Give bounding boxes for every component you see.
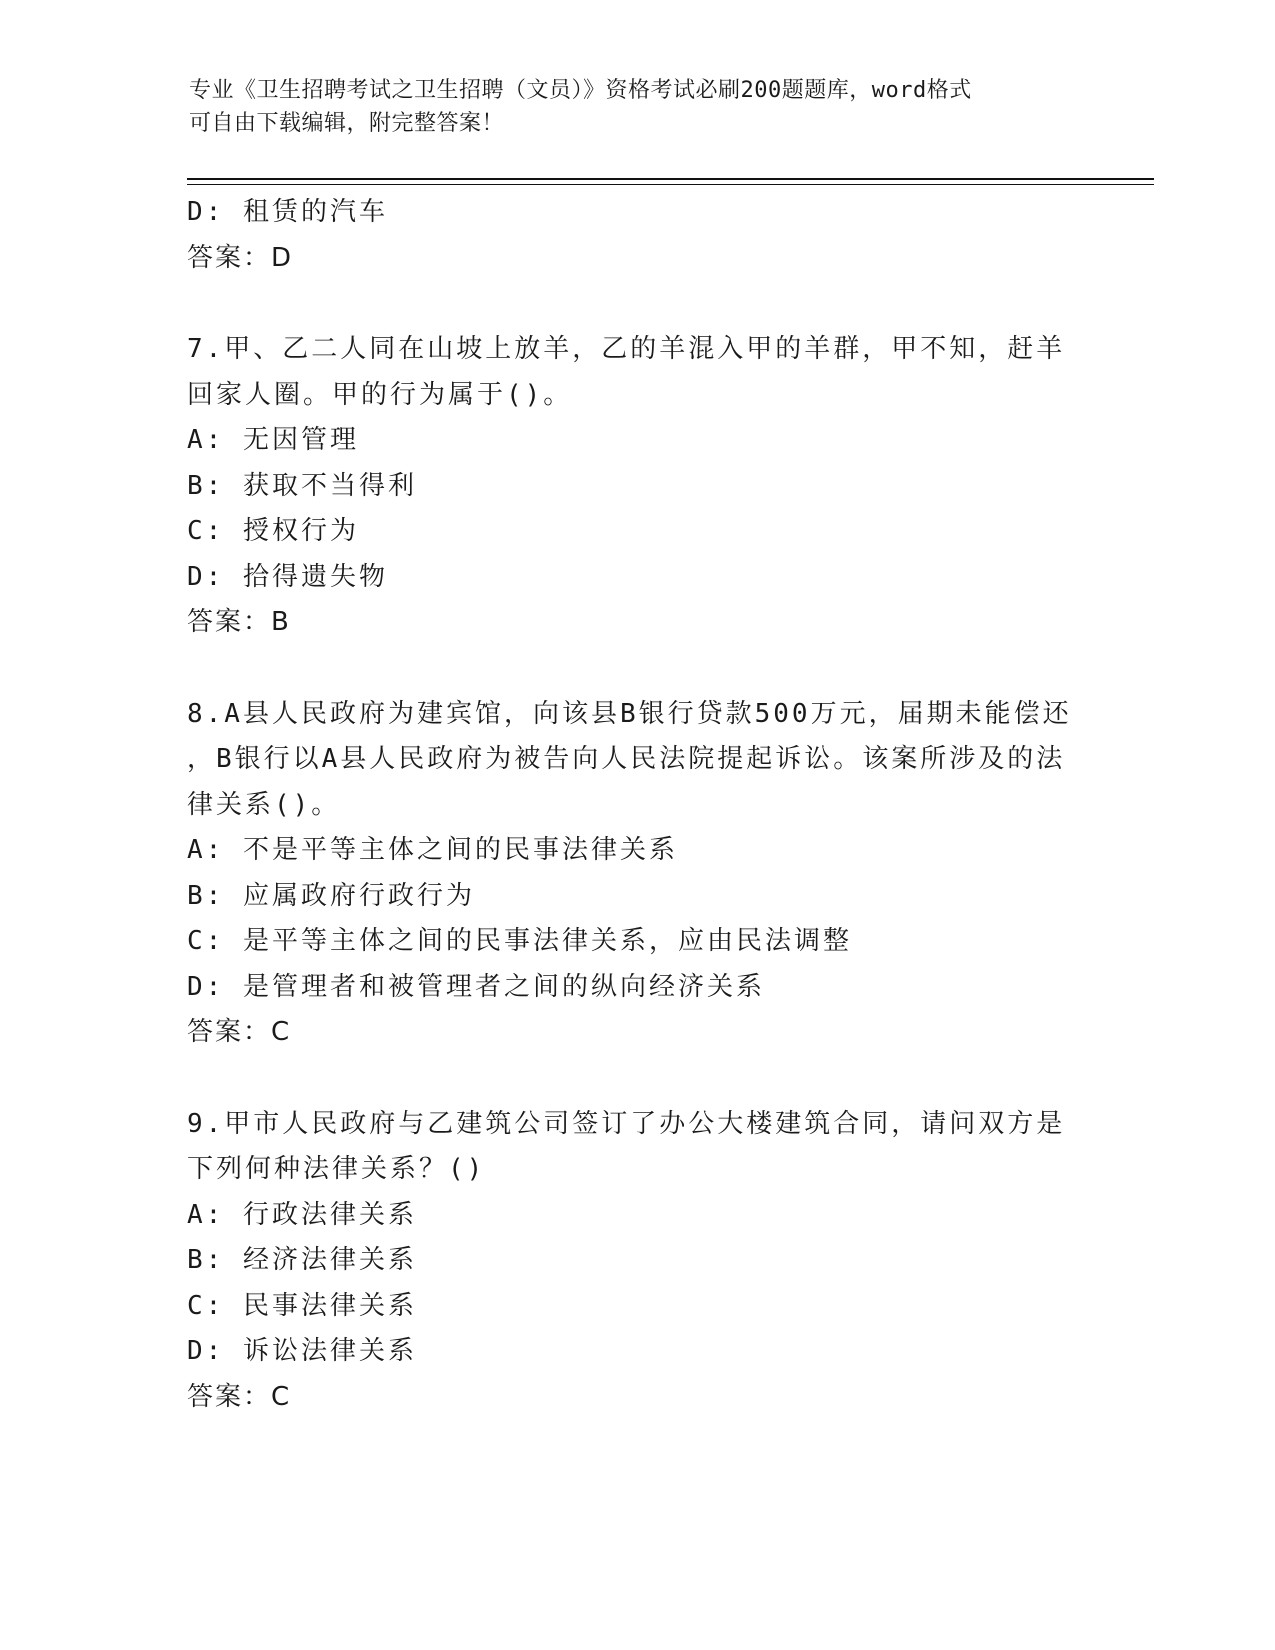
answer-label: 答案： xyxy=(187,1381,272,1412)
question-stem-line: ，B银行以A县人民政府为被告向人民法院提起诉讼。该案所涉及的法 xyxy=(187,744,1066,774)
question-stem-line: 回家人圈。甲的行为属于()。 xyxy=(187,379,573,410)
question-stem-line: 7.甲、乙二人同在山坡上放羊，乙的羊混入甲的羊群，甲不知，赶羊 xyxy=(187,334,1066,364)
answer-line xyxy=(187,236,1107,282)
answer-value: C xyxy=(271,1381,290,1412)
question-stem-line: 8.A县人民政府为建宾馆，向该县B银行贷款500万元，届期未能偿还 xyxy=(187,698,1072,729)
question-6-tail xyxy=(187,190,1107,281)
question-stem-line: 律关系()。 xyxy=(187,789,341,820)
page-header xyxy=(189,74,1089,140)
option-d: D: 租赁的汽车 xyxy=(187,197,388,227)
question-spacer xyxy=(187,281,1107,327)
header-title-line-1: 专业《卫生招聘考试之卫生招聘（文员）》资格考试必刷200题题库，word格式 xyxy=(189,78,972,103)
option-c: C: 是平等主体之间的民事法律关系，应由民法调整 xyxy=(187,926,852,956)
option-a: A: 不是平等主体之间的民事法律关系 xyxy=(187,835,678,865)
option-c: C: 授权行为 xyxy=(187,516,359,546)
option-d: D: 是管理者和被管理者之间的纵向经济关系 xyxy=(187,971,765,1002)
question-7 xyxy=(187,327,1107,646)
option-b: B: 经济法律关系 xyxy=(187,1245,417,1275)
question-stem-line: 下列何种法律关系？() xyxy=(187,1154,486,1184)
option-d: D: 诉讼法律关系 xyxy=(187,1336,417,1366)
question-8 xyxy=(187,692,1107,1056)
answer-value: C xyxy=(271,1017,290,1047)
header-divider-thin xyxy=(187,184,1154,185)
answer-label: 答案： xyxy=(187,1017,272,1047)
answer-line xyxy=(187,1375,1107,1421)
answer-line xyxy=(187,1010,1107,1056)
question-stem-line: 9.甲市人民政府与乙建筑公司签订了办公大楼建筑合同，请问双方是 xyxy=(187,1108,1066,1139)
answer-value: D xyxy=(271,242,292,273)
answer-label: 答案： xyxy=(187,242,272,273)
option-a: A: 无因管理 xyxy=(187,425,359,455)
question-list xyxy=(187,190,1107,1420)
option-b: B: 获取不当得利 xyxy=(187,470,417,501)
option-d: D: 拾得遗失物 xyxy=(187,561,388,592)
question-spacer xyxy=(187,646,1107,692)
answer-label: 答案： xyxy=(187,607,272,637)
header-title-line-2: 可自由下载编辑，附完整答案！ xyxy=(189,111,505,136)
answer-value: B xyxy=(271,607,289,637)
answer-line xyxy=(187,600,1107,646)
question-spacer xyxy=(187,1056,1107,1102)
option-b: B: 应属政府行政行为 xyxy=(187,880,475,911)
option-c: C: 民事法律关系 xyxy=(187,1290,417,1321)
option-a: A: 行政法律关系 xyxy=(187,1199,417,1230)
question-9 xyxy=(187,1102,1107,1421)
header-divider-thick xyxy=(187,178,1154,180)
